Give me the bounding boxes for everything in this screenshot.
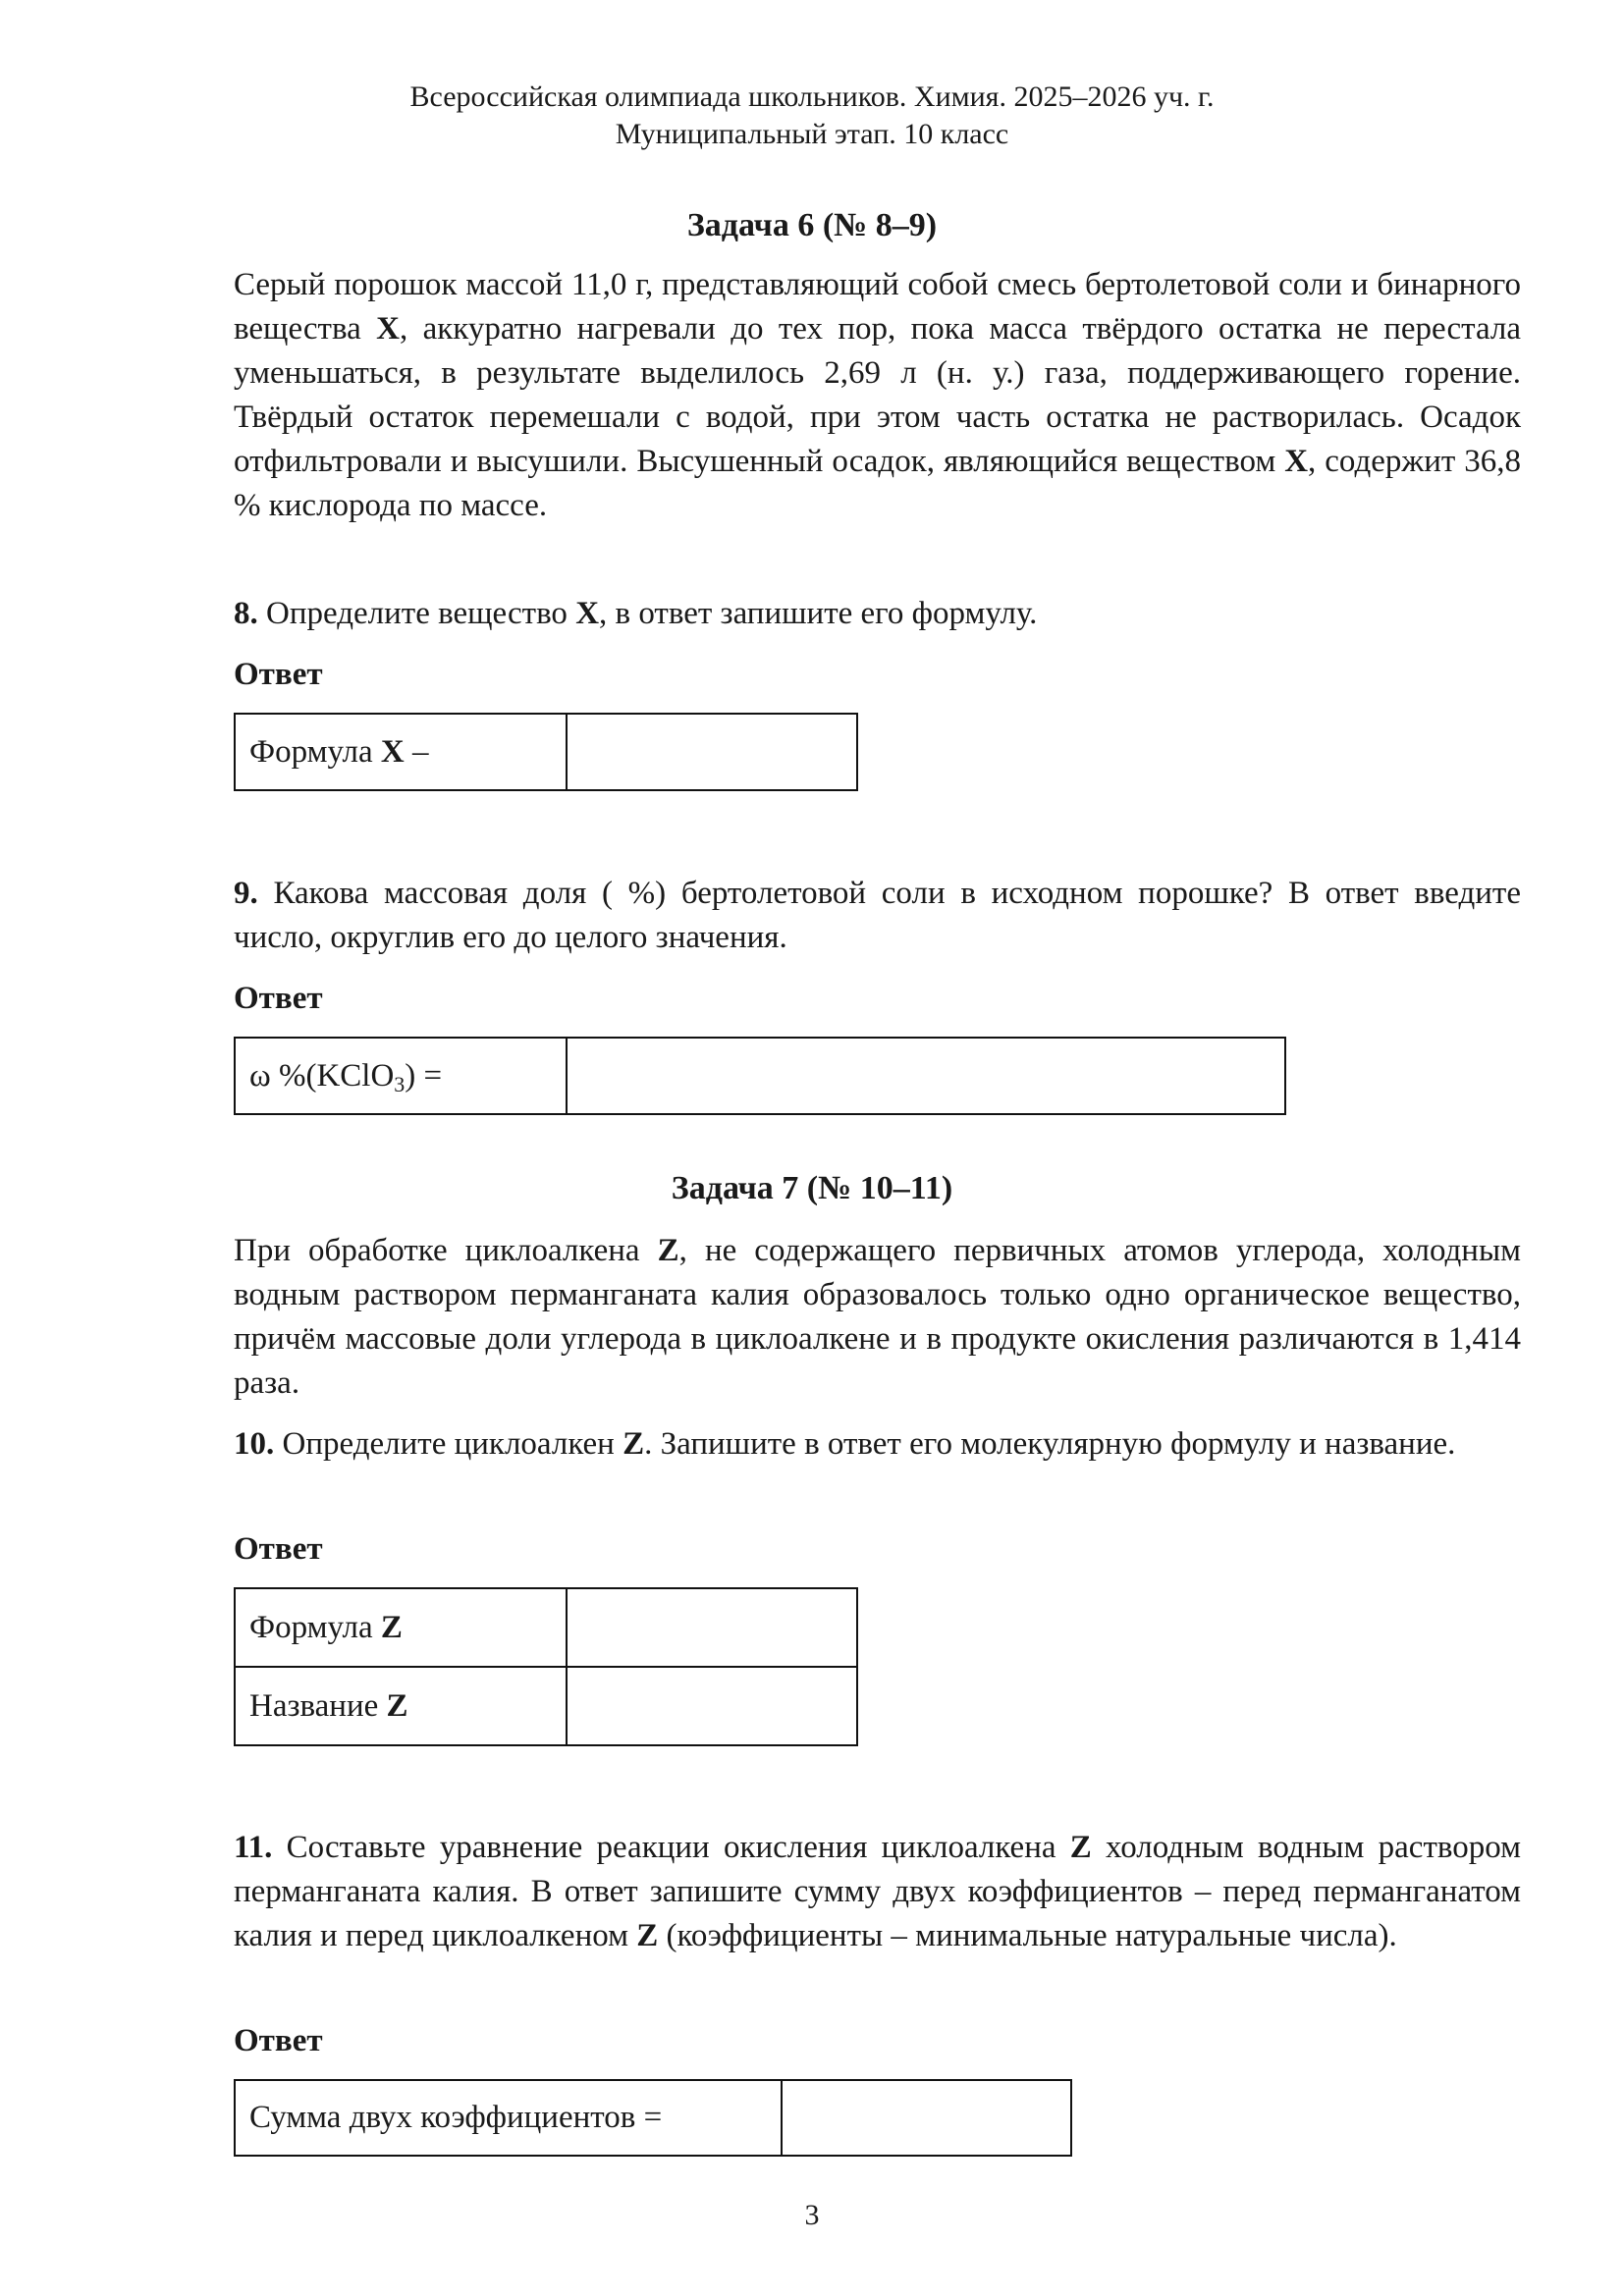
question-9: 9. Какова массовая доля ( %) бертолетовой соли в исходном порошке? В ответ введите число, округлив его до целого значения. [234, 876, 1521, 955]
answer-label-cell: Формула X – [235, 714, 567, 790]
answer-table-8 [234, 713, 858, 791]
header-line-2: Муниципальный этап. 10 класс [615, 118, 1009, 150]
answer-table-9 [234, 1037, 1286, 1115]
answer-label-9: Ответ [234, 981, 323, 1016]
answer-label-cell: Название Z [235, 1667, 567, 1745]
answer-table-10 [234, 1587, 858, 1746]
page-number: 3 [804, 2199, 820, 2231]
task-7-title: Задача 7 (№ 10–11) [671, 1170, 953, 1206]
answer-label-11: Ответ [234, 2023, 323, 2058]
answer-label-8: Ответ [234, 657, 323, 692]
formula-z-input[interactable] [567, 1588, 857, 1667]
answer-label-cell: Сумма двух коэффициентов = [235, 2080, 782, 2156]
mass-fraction-input[interactable] [567, 1038, 1285, 1114]
formula-x-input[interactable] [567, 714, 857, 790]
question-10: 10. Определите циклоалкен Z. Запишите в ответ его молекулярную формулу и название. [234, 1426, 1456, 1462]
answer-label-cell: Формула Z [235, 1588, 567, 1667]
name-z-input[interactable] [567, 1667, 857, 1745]
task-7-statement: При обработке циклоалкена Z, не содержащего первичных атомов углерода, холодным водным раствором перманганата калия образовалось только одно органическое вещество, причём массовые доли углерода в циклоалкене и в продукте окисления различаются в 1,414 раза. [234, 1233, 1521, 1401]
answer-label-10: Ответ [234, 1531, 323, 1567]
task-6-title: Задача 6 (№ 8–9) [686, 207, 938, 243]
coefficient-sum-input[interactable] [782, 2080, 1071, 2156]
task-6-statement: Серый порошок массой 11,0 г, представляющий собой смесь бертолетовой соли и бинарного вещества X, аккуратно нагревали до тех пор, пока масса твёрдого остатка не перестала уменьшаться, в результате выделилось 2,69 л (н. у.) газа, поддерживающего горение. Твёрдый остаток перемешали с водой, при этом часть остатка не растворилась. Осадок отфильтровали и высушили. Высушенный осадок, являющийся веществом X, содержит 36,8 % кислорода по массе. [234, 267, 1522, 523]
document-header [0, 79, 1624, 153]
question-8: 8. Определите вещество X, в ответ запишите его формулу. [234, 596, 1038, 631]
question-11: 11. Составьте уравнение реакции окисления циклоалкена Z холодным водным раствором перманганата калия. В ответ запишите сумму двух коэффициентов – перед перманганатом калия и перед циклоалкеном Z (коэффициенты – минимальные натуральные числа). [234, 1830, 1521, 1953]
answer-table-11 [234, 2079, 1072, 2157]
header-line-1: Всероссийская олимпиада школьников. Химия. 2025–2026 уч. г. [409, 80, 1215, 113]
answer-label-cell: ω %(KClO$_3$) = [235, 1038, 567, 1114]
